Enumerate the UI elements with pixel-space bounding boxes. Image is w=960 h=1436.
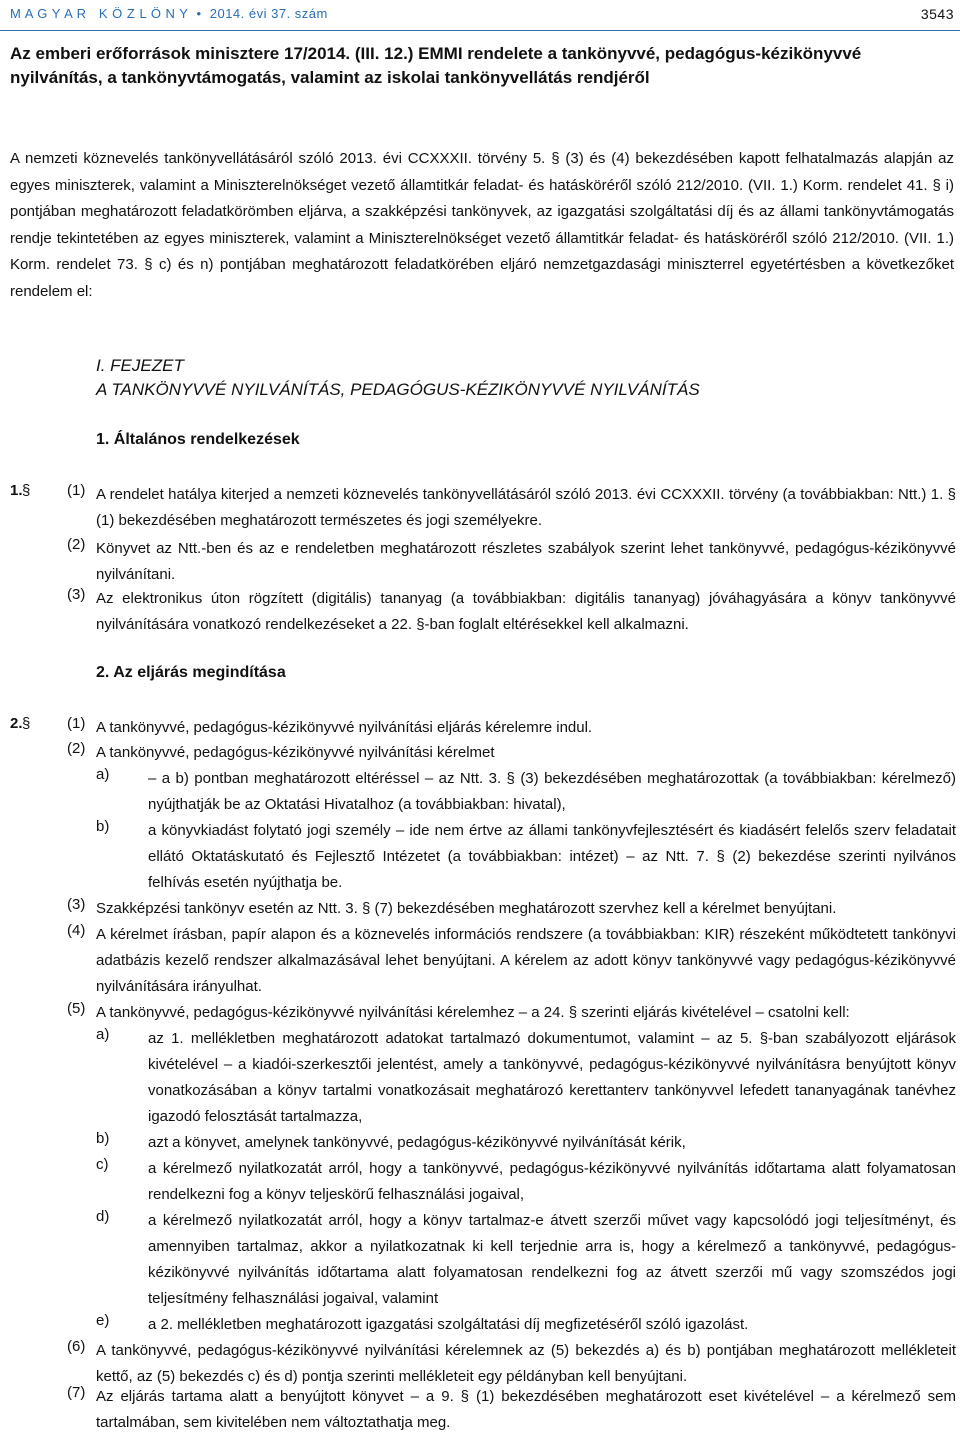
item-text: Könyvet az Ntt.-ben és az e rendeletben meghatározott részletes szabályok szerint lehet tankönyvvé, pedagógus-kézikönyvvé nyilvánítani. <box>96 540 956 583</box>
page-number: 3543 <box>920 6 954 22</box>
item-text: A tankönyvvé, pedagógus-kézikönyvvé nyilvánítási kérelemnek az (5) bekezdés a) és b) pontjában meghatározott mellékleteit kettő, az (5) bekezdés c) és d) pontja szerinti mellékleteit egy példányban kell benyújtani. <box>96 1342 956 1385</box>
item-text: A tankönyvvé, pedagógus-kézikönyvvé nyilvánítási eljárás kérelemre indul. <box>96 719 593 736</box>
item-label: (2) <box>67 740 86 757</box>
item-label: (6) <box>67 1338 86 1355</box>
item-label: (3) <box>67 896 86 913</box>
section-heading-2: 2. Az eljárás megindítása <box>96 664 286 681</box>
section-symbol: § <box>22 482 31 499</box>
chapter-number: I. FEJEZET <box>96 356 184 375</box>
point-label: b) <box>96 818 110 835</box>
chapter-heading <box>96 354 700 402</box>
item-text: Az eljárás tartama alatt a benyújtott könyvet – a 9. § (1) bekezdésében meghatározott eset kivételével – a kérelmező sem tartalmában, sem kivitelében nem változtathatja meg. <box>96 1388 956 1431</box>
point-text: a kérelmező nyilatkozatát arról, hogy a tankönyvvé, pedagógus-kézikönyvvé nyilvánítás időtartama alatt folyamatosan rendelkezni fog a könyv teljeskörű felhasználási jogaival, <box>148 1160 956 1203</box>
item-label: (1) <box>67 715 86 732</box>
item-label: (4) <box>67 922 86 939</box>
point-label: e) <box>96 1312 110 1329</box>
decree-title: Az emberi erőforrások minisztere 17/2014. (III. 12.) EMMI rendelete a tankönyvvé, pedagógus-kézikönyvvé nyilvánítás, a tankönyvtámogatás, valamint az iskolai tankönyvellátás rendjéről <box>10 44 862 87</box>
item-label: (5) <box>67 1000 86 1017</box>
point-text: azt a könyvet, amelynek tankönyvvé, pedagógus-kézikönyvvé nyilvánítását kérik, <box>148 1134 686 1151</box>
item-label: (7) <box>67 1384 86 1401</box>
point-label: d) <box>96 1208 110 1225</box>
item-text: A tankönyvvé, pedagógus-kézikönyvvé nyilvánítási kérelemhez – a 24. § szerinti eljárás kivételével – csatolni kell: <box>96 1004 850 1021</box>
point-label: b) <box>96 1130 110 1147</box>
item-text: A tankönyvvé, pedagógus-kézikönyvvé nyilvánítási kérelmet <box>96 744 495 761</box>
point-label: a) <box>96 1026 110 1043</box>
point-text: az 1. mellékletben meghatározott adatokat tartalmazó dokumentumot, valamint – az 5. §-ban szabályozott eljárások kivételével – a kiadói-szerkesztői jelentést, amely a tankönyvvé, pedagógus-kézikönyvvé nyilvánításra benyújtott könyv vonatkozásában a könyv tartalmi vonatkozásait meghatározó kerettanterv tankönyvvel lefedett tananyagának tanévhez igazodó felosztását tartalmazza, <box>148 1030 956 1125</box>
point-text: a kérelmező nyilatkozatát arról, hogy a könyv tartalmaz-e átvett szerzői művet vagy kapcsolódó jogi teljesítményt, és amennyiben tartalmaz, akkor a nyilatkozatnak ki kell terjednie arra is, hogy a kérelmező a tankönyvvé, pedagógus-kézikönyvvé nyilvánítás időtartama alatt folyamatosan rendelkezni fog az átvett szerzői mű vagy szomszédos jogi teljesítmény felhasználási jogaival, valamint <box>148 1212 956 1307</box>
header-divider <box>0 30 960 31</box>
paragraph-number: 2. <box>10 715 23 732</box>
paragraph-number: 1. <box>10 482 23 499</box>
journal-title: M A G Y A R K Ö Z L Ö N Y • 2014. évi 37. szám <box>10 6 328 21</box>
page-header <box>10 4 954 26</box>
item-label: (1) <box>67 482 86 499</box>
preamble: A nemzeti köznevelés tankönyvellátásáról szóló 2013. évi CCXXXII. törvény 5. § (3) és (4) bekezdésében kapott felhatalmazás alapján az egyes miniszterek, valamint a Miniszterelnökséget vezető államtitkár feladat- és hatásköréről szóló 212/2010. (VII. 1.) Korm. rendelet 41. § i) pontjában meghatározott feladatkörömben eljárva, a szakképzési tankönyvek, az igazgatási szolgáltatási díj és az állami tankönyvtámogatás rendje tekintetében az egyes miniszterek, valamint a Miniszterelnökséget vezető államtitkár feladat- és hatásköréről szóló 212/2010. (VII. 1.) Korm. rendelet 73. § c) és n) pontjában meghatározott feladatkörében eljáró nemzetgazdasági miniszterrel egyetértésben a következőket rendelem el: <box>10 150 954 300</box>
item-label: (3) <box>67 586 86 603</box>
point-label: c) <box>96 1156 109 1173</box>
section-heading-1: 1. Általános rendelkezések <box>96 431 300 448</box>
item-text: A kérelmet írásban, papír alapon és a köznevelés információs rendszere (a továbbiakban: KIR) részeként működtetett tankönyvi adatbázis kezelő rendszer alkalmazásával lehet benyújtani. A kérelem az adott könyv tankönyvvé vagy pedagógus-kézikönyvvé nyilvánítására irányulhat. <box>96 926 956 995</box>
chapter-title: A TANKÖNYVVÉ NYILVÁNÍTÁS, PEDAGÓGUS-KÉZIKÖNYVVÉ NYILVÁNÍTÁS <box>96 380 700 399</box>
point-text: a 2. mellékletben meghatározott igazgatási szolgáltatási díj megfizetéséről szóló igazolást. <box>148 1316 749 1333</box>
item-text: Az elektronikus úton rögzített (digitális) tananyag (a továbbiakban: digitális tananyag) jóváhagyására a könyv tankönyvvé nyilvánítására vonatkozó rendelkezéseket a 22. §-ban foglalt eltérésekkel kell alkalmazni. <box>96 590 956 633</box>
item-label: (2) <box>67 536 86 553</box>
point-label: a) <box>96 766 110 783</box>
section-symbol: § <box>22 715 31 732</box>
item-text: A rendelet hatálya kiterjed a nemzeti köznevelés tankönyvellátásáról szóló 2013. évi CCXXXII. törvény (a továbbiakban: Ntt.) 1. § (1) bekezdésében meghatározott természetes és jogi személyekre. <box>96 486 956 529</box>
item-text: Szakképzési tankönyv esetén az Ntt. 3. § (7) bekezdésében meghatározott szervhez kell a kérelmet benyújtani. <box>96 900 837 917</box>
point-text: a könyvkiadást folytató jogi személy – ide nem értve az állami tankönyvfejlesztésért és kiadásért felelős szerv feladatait ellátó Oktatáskutató és Fejlesztő Intézetet (a továbbiakban: intézet) – az Ntt. 7. § (2) bekezdése szerinti nyilvános felhívás esetén nyújthatja be. <box>148 822 956 891</box>
point-text: – a b) pontban meghatározott eltéréssel – az Ntt. 3. § (3) bekezdésében meghatározottak (a továbbiakban: kérelmező) nyújthatják be az Oktatási Hivatalhoz (a továbbiakban: hivatal), <box>148 770 956 813</box>
